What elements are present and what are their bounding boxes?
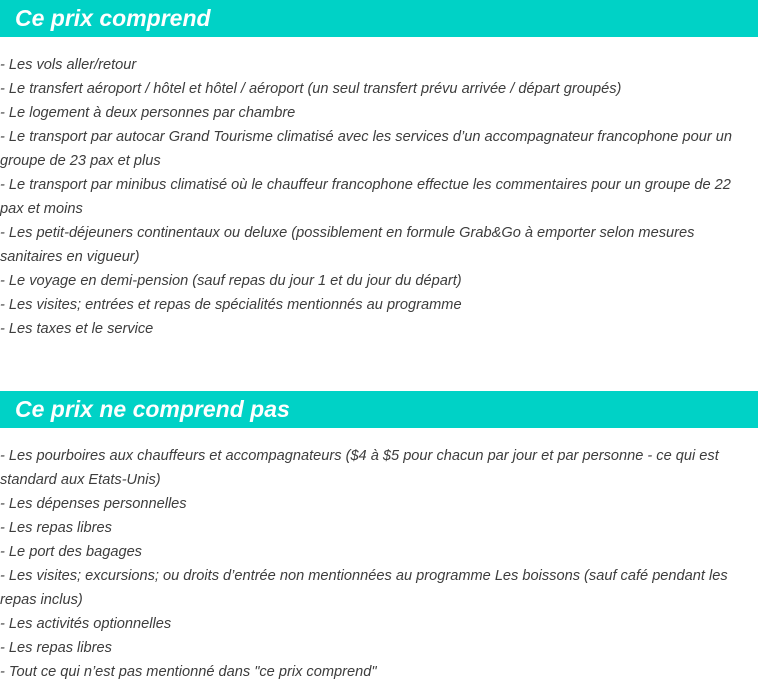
list-item: - Les petit-déjeuners continentaux ou deluxe (possiblement en formule Grab&Go à emporter selon mesures sanitaires en vigueur) (0, 225, 695, 265)
excluded-section-title: Ce prix ne comprend pas (0, 391, 758, 428)
list-item: - Le transfert aéroport / hôtel et hôtel / aéroport (un seul transfert prévu arrivée / départ groupés) (0, 81, 622, 97)
list-item: - Le port des bagages (0, 544, 142, 560)
list-item: - Les activités optionnelles (0, 616, 172, 632)
included-list (0, 53, 758, 341)
list-item: - Les repas libres (0, 520, 112, 536)
list-item: - Le transport par autocar Grand Tourisme climatisé avec les services d’un accompagnateur francophone pour un groupe de 23 pax et plus (0, 129, 732, 169)
list-item: - Les taxes et le service (0, 321, 154, 337)
list-item: - Les visites; excursions; ou droits d’entrée non mentionnées au programme Les boissons (sauf café pendant les repas inclus) (0, 568, 728, 608)
included-section-title: Ce prix comprend (0, 0, 758, 37)
excluded-list (0, 444, 758, 684)
list-item: - Les pourboires aux chauffeurs et accompagnateurs ($4 à $5 pour chacun par jour et par personne - ce qui est standard aux Etats-Unis) (0, 448, 719, 488)
list-item: - Le transport par minibus climatisé où le chauffeur francophone effectue les commentaires pour un groupe de 22 pax et moins (0, 177, 731, 217)
list-item: - Le voyage en demi-pension (sauf repas du jour 1 et du jour du départ) (0, 273, 462, 289)
list-item: - Les visites; entrées et repas de spécialités mentionnés au programme (0, 297, 462, 313)
list-item: - Les dépenses personnelles (0, 496, 187, 512)
list-item: - Tout ce qui n’est pas mentionné dans "ce prix comprend" (0, 664, 377, 680)
list-item: - Les vols aller/retour (0, 57, 137, 73)
list-item: - Les repas libres (0, 640, 112, 656)
list-item: - Le logement à deux personnes par chambre (0, 105, 296, 121)
